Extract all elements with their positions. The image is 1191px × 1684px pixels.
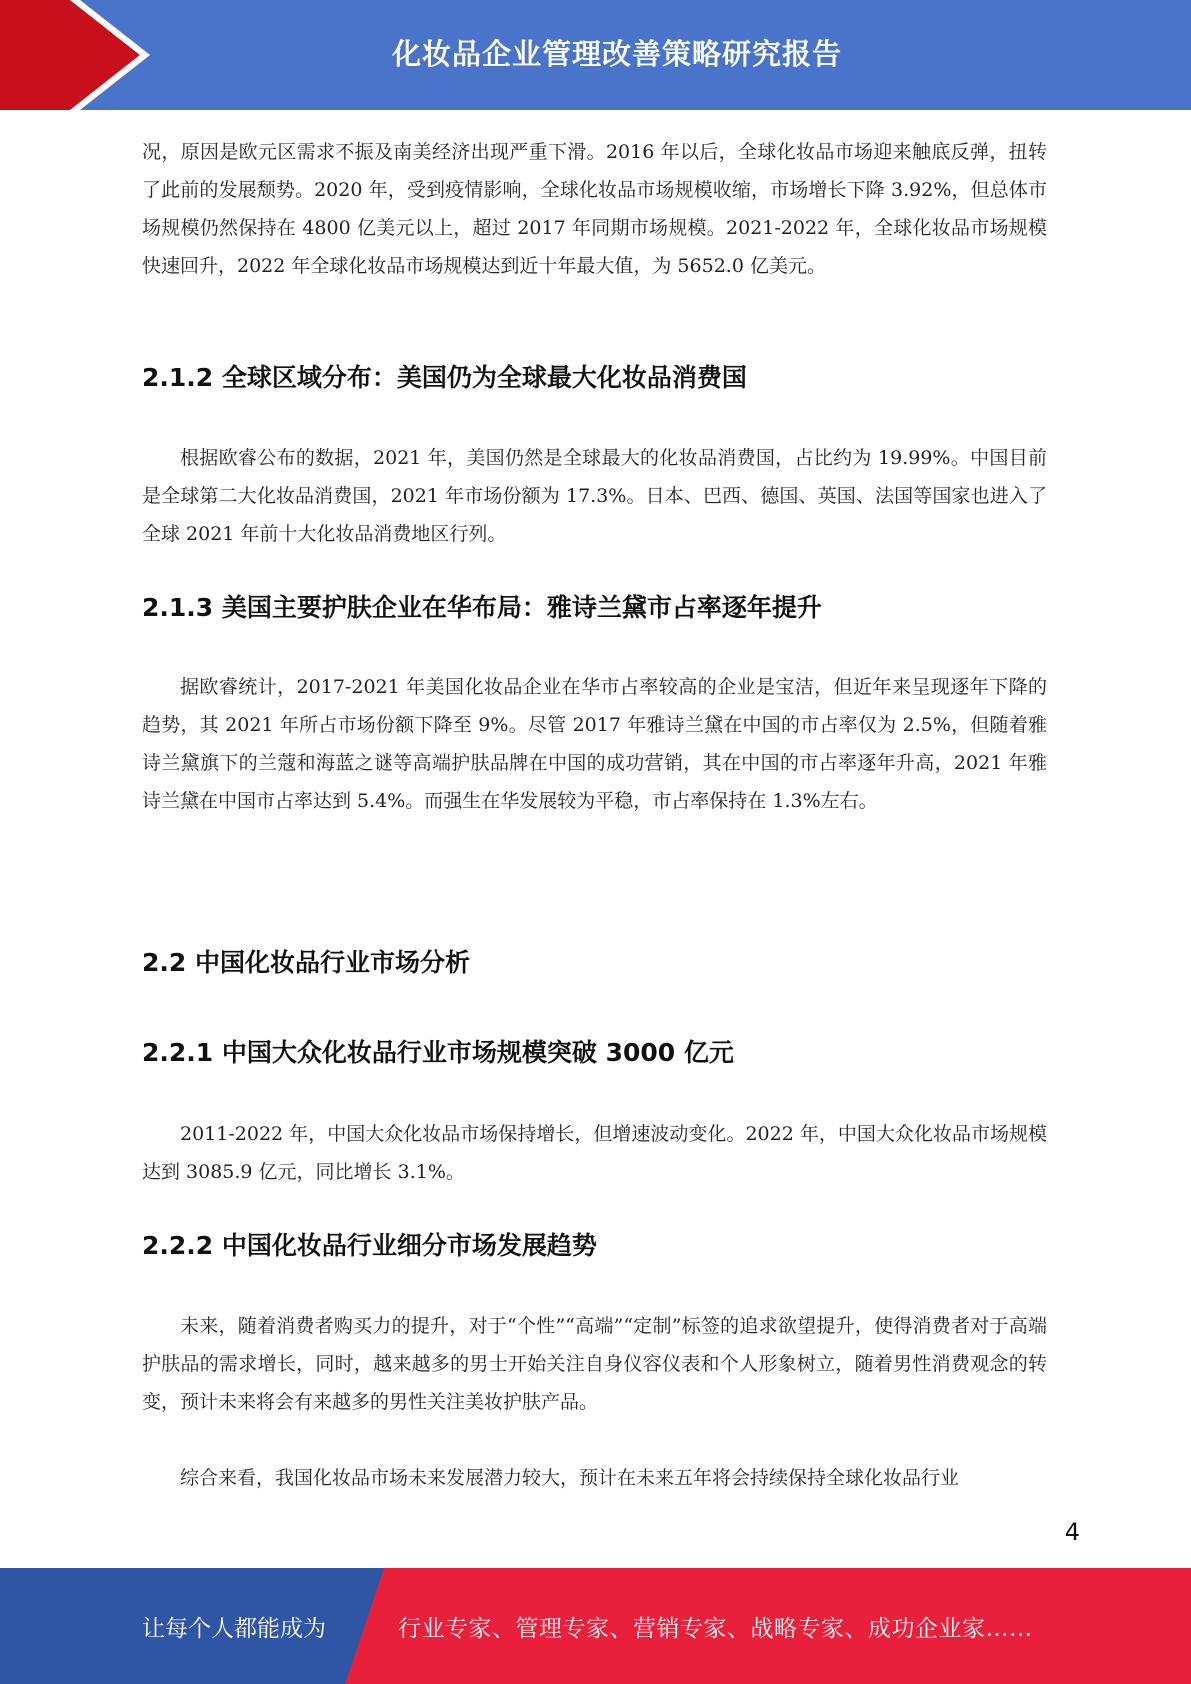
paragraph-global-market-trend	[142, 133, 1047, 285]
paragraph-text: 2011-2022 年，中国大众化妆品市场保持增长，但增速波动变化。2022 年，中国大众化妆品市场规模达到 3085.9 亿元，同比增长 3.1%。	[142, 1123, 1047, 1183]
heading-2-1-2: 2.1.2 全球区域分布：美国仍为全球最大化妆品消费国	[142, 363, 747, 392]
paragraph-text: 况，原因是欧元区需求不振及南美经济出现严重下滑。2016 年以后，全球化妆品市场迎来触底反弹，扭转了此前的发展颓势。2020 年，受到疫情影响，全球化妆品市场规模收缩，市场增长下降 3.92%，但总体市场规模仍然保持在 4800 亿美元以上，超过 2017 年同期市场规模。2021-2022 年，全球化妆品市场规模快速回升，2022 年全球化妆品市场规模达到近十年最大值，为 5652.0 亿美元。	[142, 141, 1047, 277]
heading-2-2-2: 2.2.2 中国化妆品行业细分市场发展趋势	[142, 1231, 597, 1260]
heading-2-2: 2.2 中国化妆品行业市场分析	[142, 948, 470, 977]
footer-slogan-right: 行业专家、管理专家、营销专家、战略专家、成功企业家……	[398, 1615, 1033, 1642]
page-header	[0, 0, 1191, 110]
paragraph-text: 根据欧睿公布的数据，2021 年，美国仍然是全球最大的化妆品消费国，占比约为 19.99%。中国目前是全球第二大化妆品消费国，2021 年市场份额为 17.3%。日本、巴西、德国、英国、法国等国家也进入了全球 2021 年前十大化妆品消费地区行列。	[142, 447, 1047, 545]
paragraph-us-companies-in-china	[142, 668, 1047, 820]
paragraph-text: 未来，随着消费者购买力的提升，对于“个性”“高端”“定制”标签的追求欲望提升，使得消费者对于高端护肤品的需求增长，同时，越来越多的男士开始关注自身仪容仪表和个人形象树立，随着男性消费观念的转变，预计未来将会有来越多的男性关注美妆护肤产品。	[142, 1315, 1047, 1413]
heading-2-1-3: 2.1.3 美国主要护肤企业在华布局：雅诗兰黛市占率逐年提升	[142, 593, 822, 622]
heading-2-2-1: 2.2.1 中国大众化妆品行业市场规模突破 3000 亿元	[142, 1038, 734, 1067]
footer-slogan-left: 让每个人都能成为	[142, 1615, 326, 1642]
page-footer	[0, 1568, 1191, 1684]
paragraph-mass-market-size	[142, 1115, 1047, 1191]
document-title: 化妆品企业管理改善策略研究报告	[391, 36, 842, 71]
paragraph-text: 综合来看，我国化妆品市场未来发展潜力较大，预计在未来五年将会持续保持全球化妆品行业	[180, 1467, 960, 1489]
paragraph-text: 据欧睿统计，2017-2021 年美国化妆品企业在华市占率较高的企业是宝洁，但近年来呈现逐年下降的趋势，其 2021 年所占市场份额下降至 9%。尽管 2017 年雅诗兰黛在中国的市占率仅为 2.5%，但随着雅诗兰黛旗下的兰蔻和海蓝之谜等高端护肤品牌在中国的成功营销，其在中国的市占率逐年升高，2021 年雅诗兰黛在中国市占率达到 5.4%。而强生在华发展较为平稳，市占率保持在 1.3%左右。	[142, 676, 1047, 812]
page-number: 4	[1064, 1518, 1080, 1546]
paragraph-summary	[142, 1459, 1047, 1497]
paragraph-segment-trends	[142, 1307, 1047, 1421]
paragraph-regional-distribution	[142, 439, 1047, 553]
